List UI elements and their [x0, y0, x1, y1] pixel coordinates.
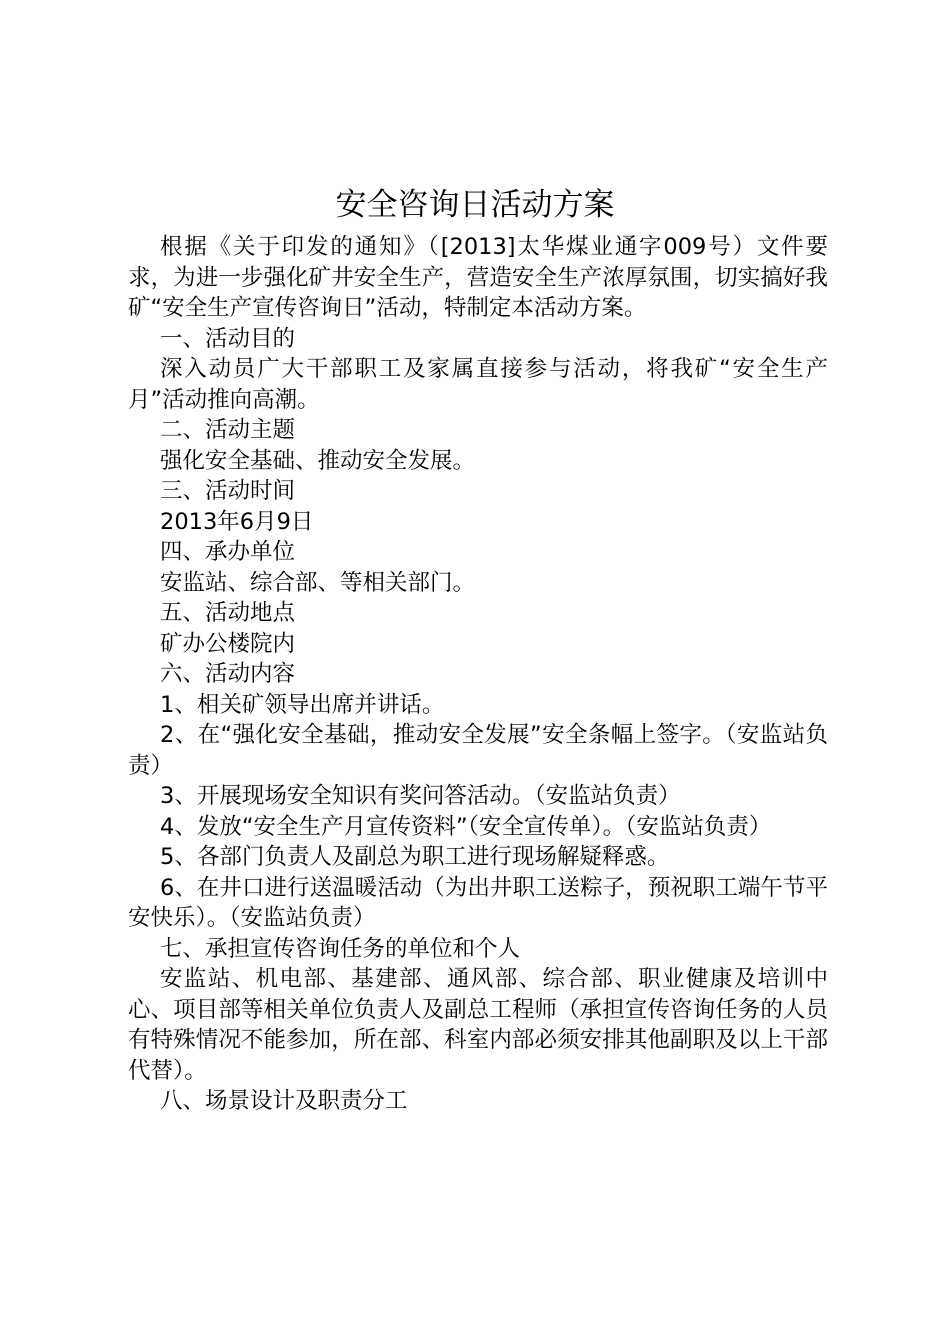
paragraph: 五、活动地点 [160, 600, 296, 626]
paragraph: 一、活动目的 [160, 325, 296, 352]
document-body [128, 232, 828, 1117]
paragraph: 三、活动时间 [160, 478, 296, 504]
paragraph: 3、开展现场安全知识有奖问答活动。（安监站负责） [160, 783, 681, 809]
paragraph: 5、各部门负责人及副总为职工进行现场解疑释惑。 [160, 844, 670, 870]
paragraph: 安监站、综合部、等相关部门。 [160, 569, 476, 596]
paragraph: 2013年6月9日 [160, 508, 314, 535]
paragraph: 六、活动内容 [160, 661, 296, 687]
paragraph: 根据《关于印发的通知》（[2013]太华煤业通字009号）文件要求，为进一步强化矿井安全生产，营造安全生产浓厚氛围，切实搞好我矿“安全生产宣传咨询日”活动，特制定本活动方案。 [128, 234, 828, 321]
paragraph: 四、承办单位 [160, 539, 296, 565]
paragraph: 2、在“强化安全基础，推动安全发展”安全条幅上签字。（安监站负责） [128, 722, 828, 779]
paragraph: 八、场景设计及职责分工 [160, 1088, 408, 1114]
paragraph: 深入动员广大干部职工及家属直接参与活动，将我矿“安全生产月”活动推向高潮。 [128, 356, 828, 413]
paragraph: 七、承担宣传咨询任务的单位和个人 [160, 935, 521, 962]
paragraph: 1、相关矿领导出席并讲话。 [160, 691, 445, 718]
paragraph: 矿办公楼院内 [160, 630, 296, 657]
paragraph: 4、发放“安全生产月宣传资料”（安全宣传单）。（安监站负责） [160, 813, 772, 840]
document-title: 安全咨询日活动方案 [335, 187, 615, 223]
paragraph: 6、在井口进行送温暖活动（为出井职工送粽子，预祝职工端午节平安快乐）。（安监站负责） [128, 874, 828, 931]
paragraph: 二、活动主题 [160, 417, 296, 443]
paragraph: 安监站、机电部、基建部、通风部、综合部、职业健康及培训中心、项目部等相关单位负责人及副总工程师（承担宣传咨询任务的人员有特殊情况不能参加，所在部、科室内部必须安排其他副职及以上干部代替）。 [128, 966, 828, 1084]
paragraph: 强化安全基础、推动安全发展。 [160, 447, 476, 474]
